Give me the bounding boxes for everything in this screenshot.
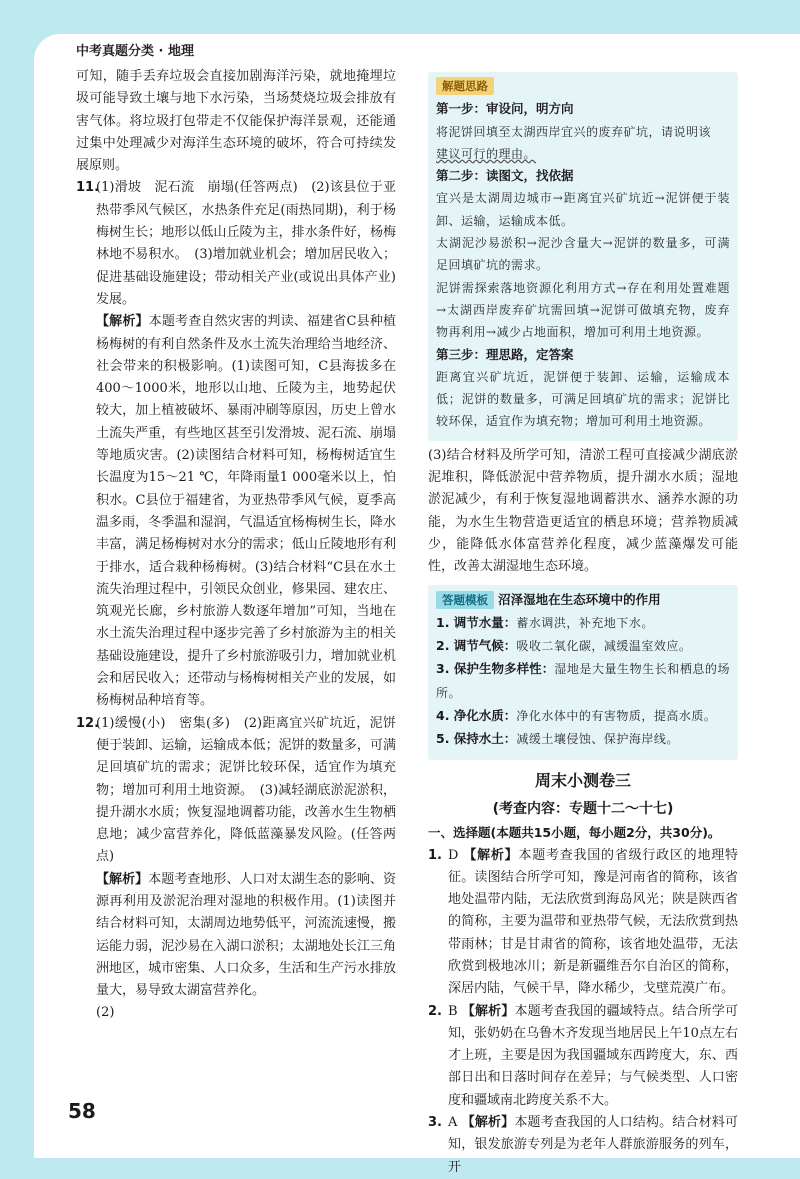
answer-2: 2. B 【解析】本题考查我国的疆域特点。结合所学可知，张奶奶在乌鲁木齐发现当地居民上午10点左右才上班，主要是因为我国疆域东西跨度大，东、西部日出和日落时间存在差异；与气候类型、人口密度和疆域南北跨度关系不大。 xyxy=(428,1001,738,1112)
question-number-3: 3. xyxy=(428,1115,442,1131)
analysis-tag: 【解析】 xyxy=(461,1115,515,1131)
answer-template-panel xyxy=(428,585,738,760)
template-item: 3. 保护生物多样性：湿地是大量生物生长和栖息的场所。 xyxy=(436,661,730,700)
analysis-12-part3: (3)结合材料及所学可知，清淤工程可直接减少湖底淤泥堆积，降低淤泥中营养物质，提升湖水水质；湿地淤泥减少，有利于恢复湿地调蓄洪水、涵养水源的功能，为水生生物营造更适宜的栖息环境；营养物质减少，能降低水体富营养化程度，减少蓝藻爆发可能性，改善太湖湿地生态环境。 xyxy=(428,447,738,575)
step-1-title: 第一步：审设问，明方向 xyxy=(436,101,574,117)
step-2-line-3: 泥饼需探索落地资源化利用方式→存在利用处置难题→太湖西岸废弃矿坑需回填→泥饼可做填充物，废弃物再利用→减少占地面积，增加可利用土地资源。 xyxy=(436,280,730,340)
step-1-text: 将泥饼回填至太湖西岸宜兴的废弃矿坑，请说明该 建议可行的理由。 xyxy=(436,124,712,161)
answer-template-title: 沼泽湿地在生态环境中的作用 xyxy=(498,591,661,607)
underlined-phrase: 建议可行的理由。 xyxy=(436,146,537,161)
answer-1: 1. D 【解析】本题考查我国的省级行政区的地理特征。读图结合所学可知，豫是河南省的简称，该省地处温带内陆，无法欣赏到海岛风光；陕是陕西省的简称，主要为温带和亚热带气候，无法欣赏到热带雨林；甘是甘肃省的简称，该省地处温带，无法欣赏到极地冰川；新是新疆维吾尔自治区的简称，深居内陆，气候干旱，降水稀少，戈壁荒漠广布。 xyxy=(428,845,738,1001)
step-3-title: 第三步：理思路，定答案 xyxy=(436,346,574,362)
question-number-1: 1. xyxy=(428,847,442,863)
analysis-tag: 【解析】 xyxy=(461,1003,515,1019)
analysis-tag: 【解析】 xyxy=(96,871,149,887)
template-item: 2. 调节气候：吸收二氧化碳，减缓温室效应。 xyxy=(436,638,692,654)
part-1-heading: 一、选择题(本题共15小题，每小题2分，共30分)。 xyxy=(428,825,721,841)
answer-template-header xyxy=(436,589,730,612)
page-number: 58 xyxy=(68,1099,96,1123)
answer-3: 3. A 【解析】本题考查我国的人口结构。结合材料可知，银发旅游专列是为老年人群旅游服务的列车，开 xyxy=(428,1112,738,1179)
right-column xyxy=(428,72,738,1179)
template-item: 1. 调节水量：蓄水调洪，补充地下水。 xyxy=(436,614,654,630)
section-subtitle: (考查内容：专题十二～十七) xyxy=(492,800,674,817)
section-title: 周末小测卷三 xyxy=(534,770,631,790)
analysis-11-text: 本题考查自然灾害的判读、福建省C县种植杨梅树的有利自然条件及水土流失治理给当地经济、社会带来的积极影响。(1)读图可知，C县海拔多在400～1000米，地形以山地、丘陵为主，地势起伏较大，加上植被破坏、暴雨冲刷等原因，历史上曾水土流失严重，有些地区甚至引发滑坡、泥石流、崩塌等地质灾害。(2)读图结合材料可知，杨梅树适宜生长温度为15～21 ℃，年降雨量1 000毫米以上，怕积水。C县位于福建省，为亚热带季风气候，夏季高温多雨，冬季温和湿润，气温适宜杨梅树生长，降水丰富，满足杨梅树对水分的需求；低山丘陵地形有利于排水，适合栽种杨梅树。(3)结合材料“C县在水土流失治理过程中，引领民众创业，修果园、建农庄、筑观光长廊，乡村旅游人数逐年增加”可知，当地在水土流失治理过程中逐步完善了乡村旅游为主的相关基础设施建设，提升了乡村旅游吸引力，增加就业机会和居民收入；还带动与杨梅树相关产业的发展，如杨梅树品种培育等。 xyxy=(96,314,396,709)
running-header: 中考真题分类 · 地理 xyxy=(76,44,194,59)
analysis-tag: 【解析】 xyxy=(463,847,519,863)
analysis-12-text: 本题考查地形、人口对太湖生态的影响、资源再利用及淤泥治理对湿地的积极作用。(1)读图并结合材料可知，太湖周边地势低平，河流流速慢，搬运能力弱，泥沙易在入湖口淤积；太湖地处长江三角洲地区，城市密集、人口众多，生活和生产污水排放量大，易导致太湖富营养化。 xyxy=(96,871,396,999)
step-2-line-2: 太湖泥沙易淤积→泥沙含量大→泥饼的数量多，可满足回填矿坑的需求。 xyxy=(436,236,730,273)
analysis-11 xyxy=(76,311,396,712)
answer-11 xyxy=(76,177,396,311)
answer-template-tag: 答题模板 xyxy=(436,591,494,609)
analysis-12 xyxy=(76,869,396,1003)
question-number-12: 12. xyxy=(76,715,100,731)
left-column xyxy=(76,66,396,1025)
step-3-text: 距离宜兴矿坑近，泥饼便于装卸、运输，运输成本低；泥饼的数量多，可满足回填矿坑的需求；泥饼比较环保，适宜作为填充物；增加可利用土地资源。 xyxy=(436,369,730,429)
answer-12-text: (1)缓慢(小) 密集(多) (2)距离宜兴矿坑近，泥饼便于装卸、运输，运输成本低；泥饼的数量多，可满足回填矿坑的需求；泥饼比较环保，适宜作为填充物；增加可利用土地资源。 (3)减轻湖底淤泥淤积，提升湖水水质；恢复湿地调蓄功能，改善水生生物栖息地；减少富营养化，降低蓝藻暴发风险。(任答两点) xyxy=(96,715,396,865)
question-number-11: 11. xyxy=(76,180,100,196)
solution-approach-tag: 解题思路 xyxy=(436,77,494,95)
analysis-12-part2-label: (2) xyxy=(96,1005,115,1021)
answer-12 xyxy=(76,713,396,869)
template-item: 4. 净化水质：净化水体中的有害物质，提高水质。 xyxy=(436,708,717,724)
solution-approach-panel xyxy=(428,72,738,441)
question-number-2: 2. xyxy=(428,1003,442,1019)
template-item: 5. 保持水土：减缓土壤侵蚀、保护海岸线。 xyxy=(436,731,679,747)
step-2-line-1: 宜兴是太湖周边城市→距离宜兴矿坑近→泥饼便于装卸、运输，运输成本低。 xyxy=(436,191,730,228)
analysis-tag: 【解析】 xyxy=(96,314,149,330)
step-2-title: 第二步：读图文，找依据 xyxy=(436,168,574,184)
answer-11-text: (1)滑坡 泥石流 崩塌(任答两点) (2)该县位于亚热带季风气候区，水热条件充足(雨热同期)，利于杨梅树生长；地形以低山丘陵为主，排水条件好，杨梅林地不易积水。 (3)增加就业机会；增加居民收入；促进基础设施建设；带动相关产业(或说出具体产业)发展。 xyxy=(96,180,396,307)
answer-10-continuation: 可知，随手丢弃垃圾会直接加剧海洋污染，就地掩埋垃圾可能导致土壤与地下水污染，当场焚烧垃圾会排放有害气体。将垃圾打包带走不仅能保护海洋景观，还能通过集中处理减少对海洋生态环境的破坏，符合可持续发展原则。 xyxy=(76,69,396,174)
